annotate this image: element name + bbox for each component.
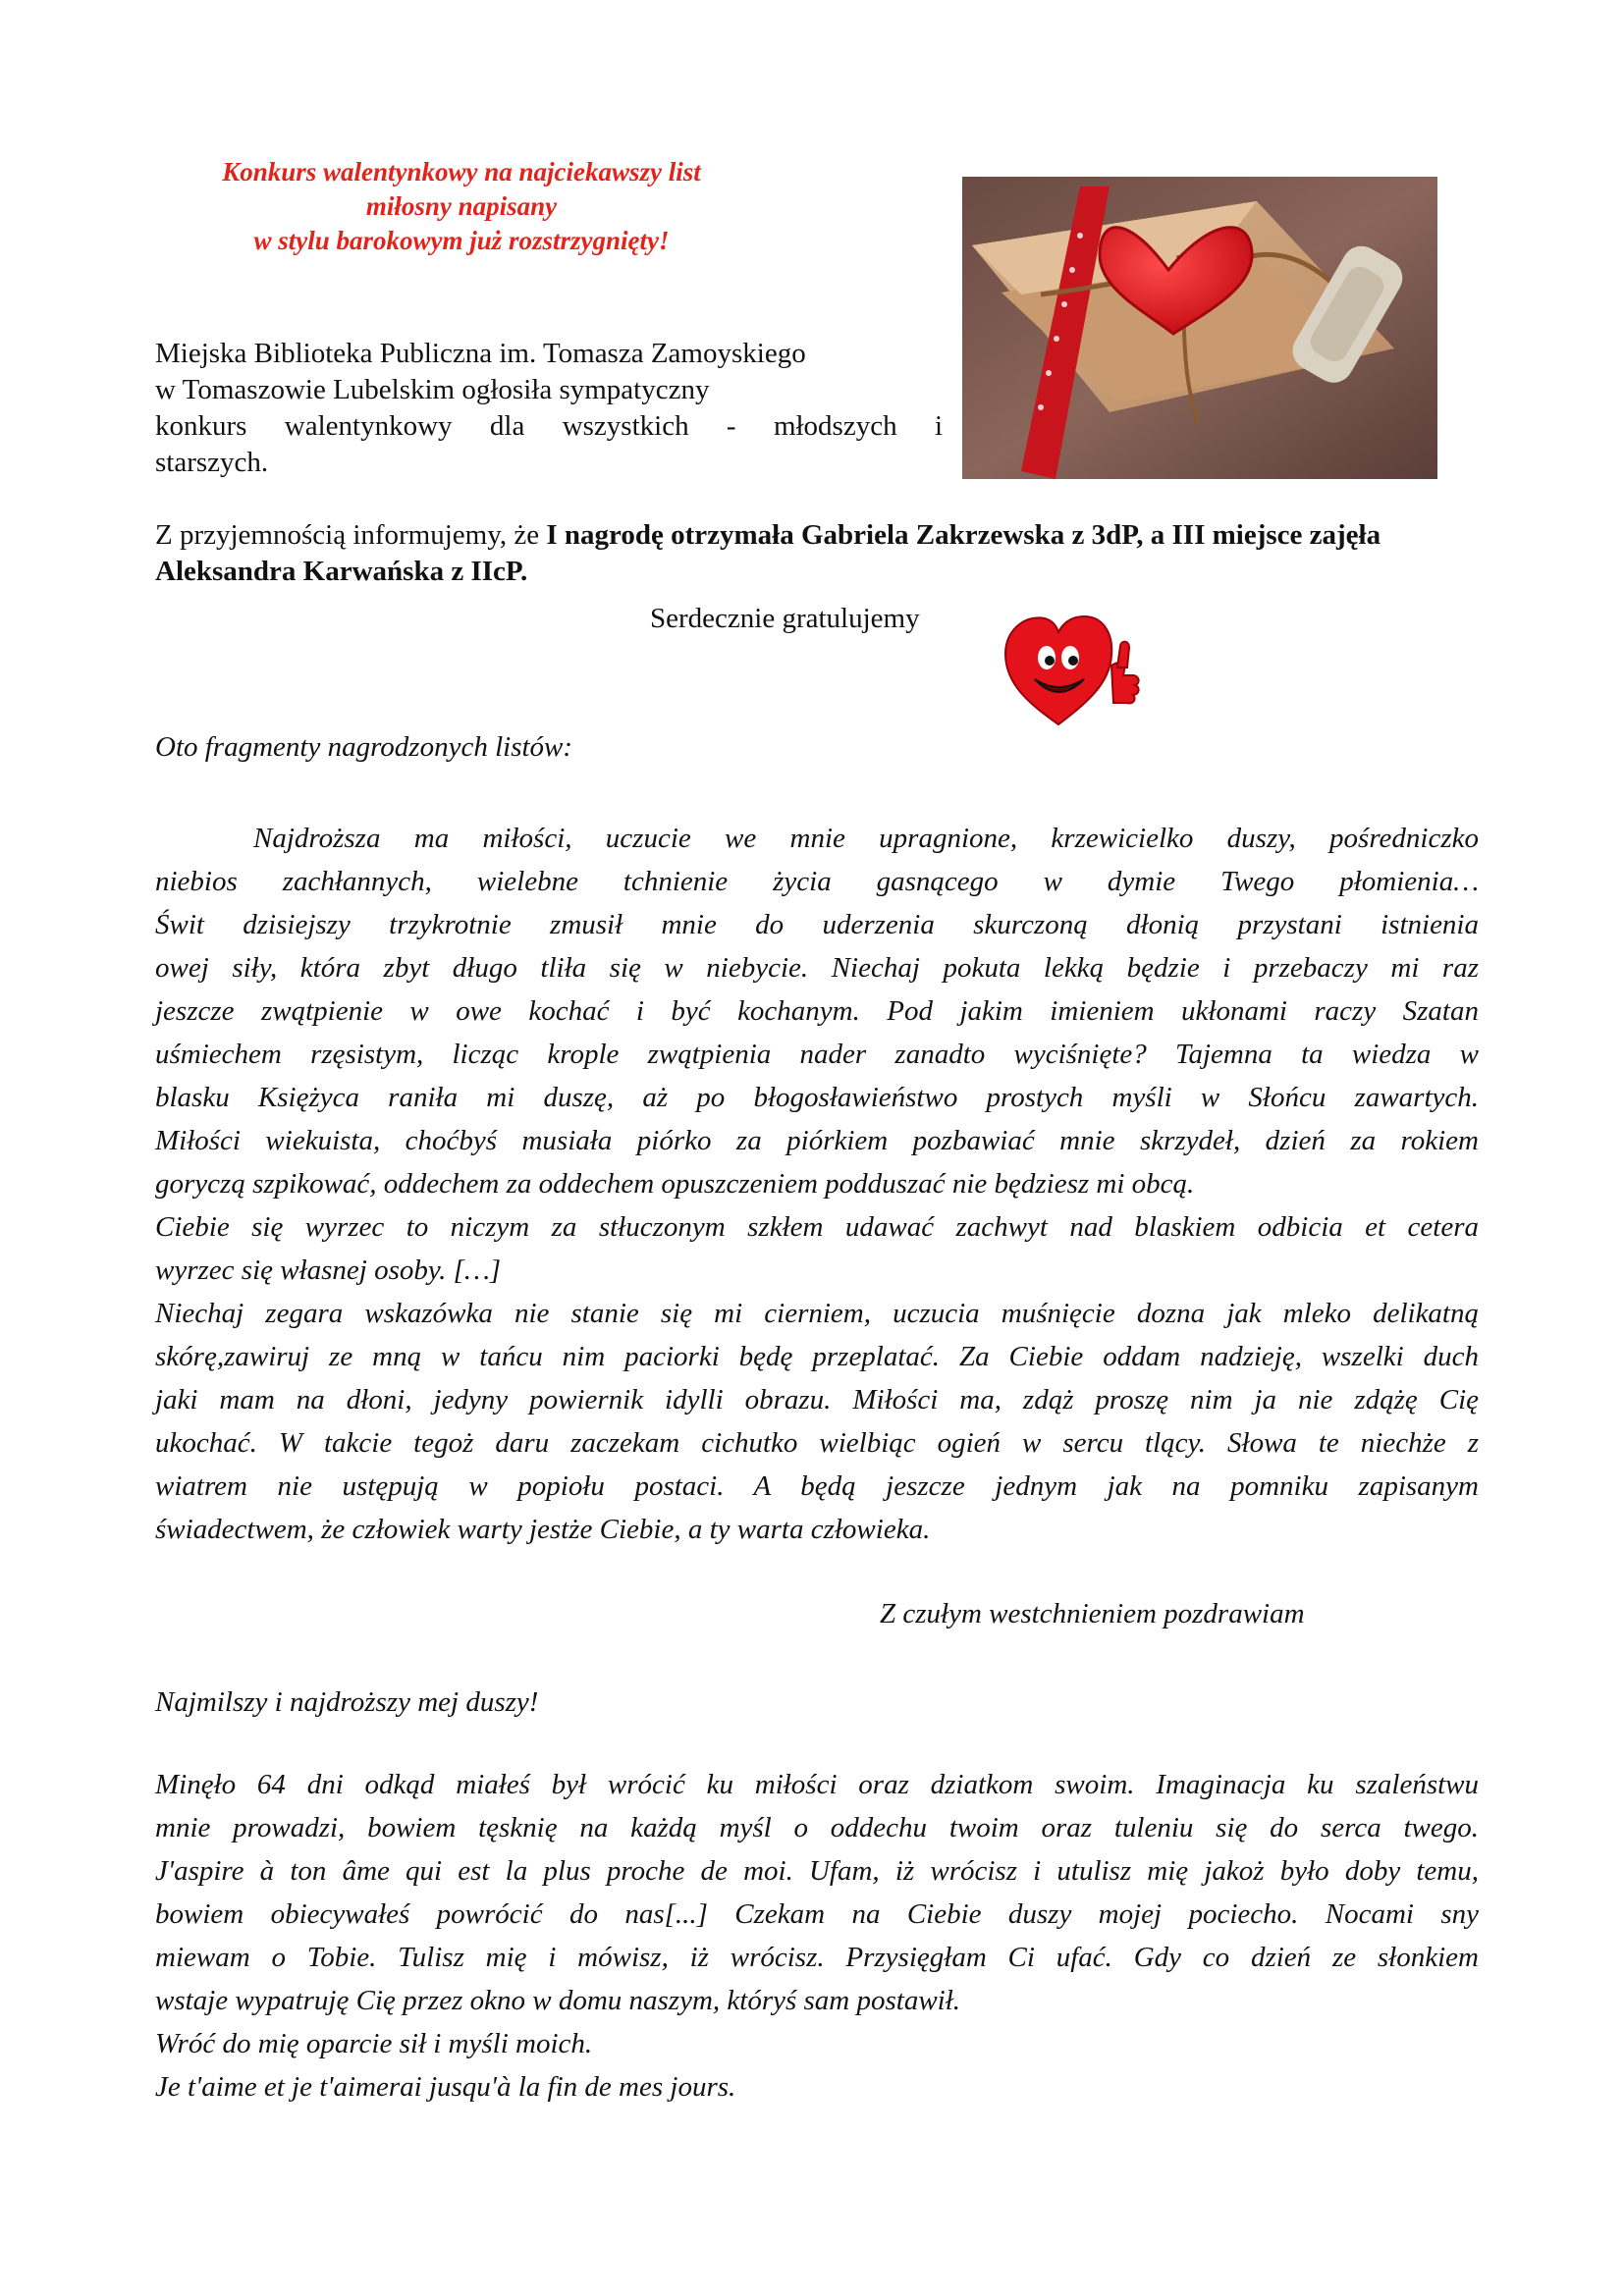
letter-2-line: J'aspire à ton âme qui est la plus proche de moi. Ufam, iż wrócisz i utulisz mię jakoż było doby temu, [155, 1855, 1479, 1887]
letter-2-line: Minęło 64 dni odkąd miałeś był wrócić ku miłości oraz dziatkom swoim. Imaginacja ku szaleństwu [155, 1769, 1479, 1800]
letter-1-line: wyrzec się własnej osoby. […] [155, 1255, 502, 1286]
letter-1 [155, 817, 1479, 1551]
letter-1-line: ukochać. W takcie tegoż daru zaczekam cichutko wielbiąc ogień w sercu tlący. Słowa te niechże z [155, 1427, 1479, 1459]
letter-2-line: mnie prowadzi, bowiem tęsknię na każdą myśl o oddechu twoim oraz tuleniu się do serca twego. [155, 1812, 1479, 1843]
intro-line-4: starszych. [155, 447, 269, 478]
letter-1-line: świadectwem, że człowiek warty jestże Ciebie, a ty warta człowieka. [155, 1514, 931, 1545]
letter-2-line: wstaje wypatruję Cię przez okno w domu naszym, któryś sam postawił. [155, 1985, 961, 2016]
letter-1-line: jaki mam na dłoni, jedyny powiernik idylli obrazu. Miłości ma, zdąż proszę nim ja nie zdążę Cię [155, 1384, 1479, 1415]
award-winners: I nagrodę otrzymała Gabriela Zakrzewska z 3dP, a III miejsce zajęła Aleksandra Karwańska z IIcP. [155, 519, 1381, 587]
letter-1-line: niebios zachłannych, wielebne tchnienie życia gasnącego w dymie Twego płomienia… [155, 866, 1479, 897]
letter-1-line: wiatrem nie ustępują w popiołu postaci. A będą jeszcze jednym jak na pomniku zapisanym [155, 1470, 1479, 1502]
letter-2-greeting: Najmilszy i najdroższy mej duszy! [155, 1686, 539, 1718]
letter-2-line: Wróć do mię oparcie sił i myśli moich. [155, 2028, 593, 2059]
award-announcement [155, 517, 1479, 590]
congratulations-text: Serdecznie gratulujemy [650, 603, 920, 634]
love-letter-envelope-photo [962, 177, 1437, 479]
intro-paragraph [155, 336, 943, 481]
letter-1-line: Miłości wiekuista, choćbyś musiała piórko za piórkiem pozbawiać mnie skrzydeł, dzień za rokiem [155, 1125, 1479, 1156]
letter-1-line: Najdroższa ma miłości, uczucie we mnie upragnione, krzewicielko duszy, pośredniczko [253, 823, 1479, 854]
letter-1-line: Niechaj zegara wskazówka nie stanie się mi cierniem, uczucia muśnięcie dozna jak mleko delikatną [155, 1298, 1479, 1329]
article-title [187, 155, 736, 258]
fragments-heading: Oto fragmenty nagrodzonych listów: [155, 731, 573, 763]
letter-1-signature: Z czułym westchnieniem pozdrawiam [880, 1598, 1305, 1629]
letter-1-line: goryczą szpikować, oddechem za oddechem opuszczeniem podduszać nie będziesz mi obcą. [155, 1168, 1195, 1200]
letter-1-line: Ciebie się wyrzec to niczym za stłuczonym szkłem udawać zachwyt nad blaskiem odbicia et cetera [155, 1211, 1479, 1243]
letter-2-line: miewam o Tobie. Tulisz mię i mówisz, iż wrócisz. Przysięgłam Ci ufać. Gdy co dzień ze słonkiem [155, 1942, 1479, 1973]
title-line-3: w stylu barokowym już rozstrzygnięty! [253, 226, 670, 255]
intro-line-1: Miejska Biblioteka Publiczna im. Tomasza Zamoyskiego [155, 338, 806, 369]
letter-1-line: owej siły, która zbyt długo tliła się w niebycie. Niechaj pokuta lekką będzie i przebaczy mi raz [155, 952, 1479, 984]
title-line-1: Konkurs walentynkowy na najciekawszy list [222, 157, 701, 187]
intro-line-3: konkurs walentynkowy dla wszystkich - młodszych i [155, 410, 943, 442]
heart-smiley-thumbs-up-icon [1001, 607, 1145, 734]
letter-1-line: Świt dzisiejszy trzykrotnie zmusił mnie do uderzenia skurczoną dłonią przystani istnienia [155, 909, 1479, 940]
letter-1-line: uśmiechem rzęsistym, licząc krople zwątpienia nader zanadto wyciśnięte? Tajemna ta wiedza w [155, 1039, 1479, 1070]
letter-1-line: skórę,zawiruj ze mną w tańcu nim paciorki będę przeplatać. Za Ciebie oddam nadzieję, wszelki duch [155, 1341, 1479, 1372]
letter-2-line: bowiem obiecywałeś powrócić do nas[...] Czekam na Ciebie duszy mojej pociecho. Nocami sny [155, 1898, 1479, 1930]
title-line-2: miłosny napisany [365, 191, 558, 221]
letter-2-line: Je t'aime et je t'aimerai jusqu'à la fin de mes jours. [155, 2071, 736, 2103]
award-prefix: Z przyjemnością informujemy, że [155, 519, 547, 551]
letter-1-line: blasku Księżyca raniła mi duszę, aż po błogosławieństwo prostych myśli w Słońcu zawartych. [155, 1082, 1479, 1113]
letter-1-line: jeszcze zwątpienie w owe kochać i być kochanym. Pod jakim imieniem ukłonami raczy Szatan [155, 995, 1479, 1027]
letter-2 [155, 1763, 1479, 2109]
intro-line-2: w Tomaszowie Lubelskim ogłosiła sympatyczny [155, 374, 710, 405]
